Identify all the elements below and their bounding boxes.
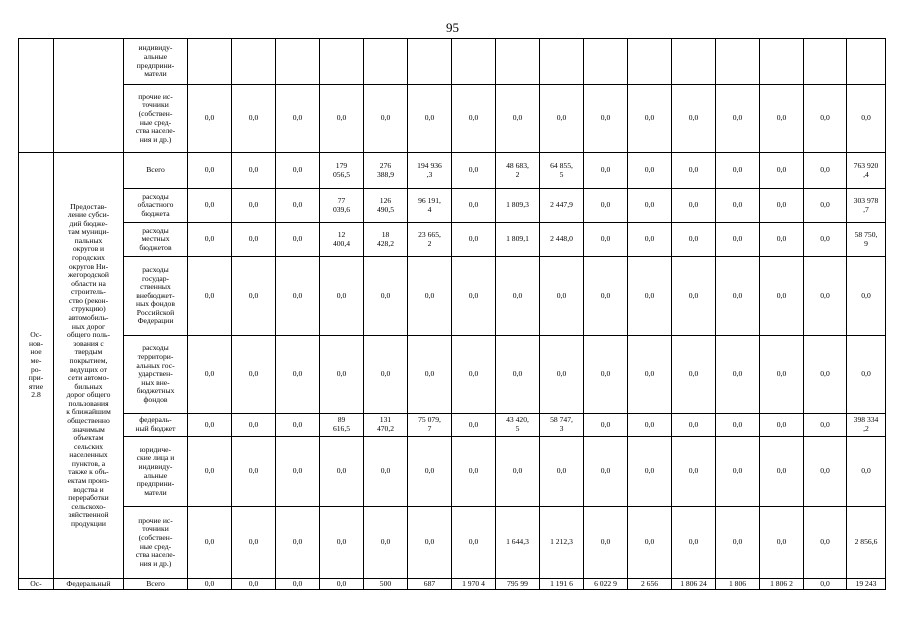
value-cell: 0,0	[276, 223, 320, 257]
value-cell: 0,0	[804, 579, 847, 590]
measure-name-cell: Федеральный	[54, 579, 124, 590]
value-cell: 0,0	[628, 223, 672, 257]
value-cell	[496, 39, 540, 85]
value-cell: 194 936 ,3	[408, 153, 452, 189]
value-cell	[320, 39, 364, 85]
value-cell: 0,0	[320, 507, 364, 579]
value-cell: 687	[408, 579, 452, 590]
value-cell: 0,0	[716, 189, 760, 223]
value-cell: 0,0	[716, 507, 760, 579]
value-cell: 0,0	[584, 223, 628, 257]
value-cell: 1 191 6	[540, 579, 584, 590]
value-cell	[847, 39, 886, 85]
table-row	[19, 336, 886, 414]
value-cell: 398 334 ,2	[847, 414, 886, 437]
value-cell: 0,0	[276, 414, 320, 437]
value-cell: 0,0	[364, 85, 408, 153]
value-cell: 89 616,5	[320, 414, 364, 437]
value-cell	[760, 39, 804, 85]
value-cell: 0,0	[452, 153, 496, 189]
value-cell: 0,0	[188, 189, 232, 223]
value-cell: 0,0	[496, 437, 540, 507]
value-cell: 0,0	[496, 336, 540, 414]
funding-source-label: расходы территори- альных гос- ударствен- ных вне- бюджетных фондов	[124, 336, 188, 414]
value-cell: 0,0	[276, 85, 320, 153]
value-cell: 0,0	[584, 336, 628, 414]
value-cell	[276, 39, 320, 85]
table-row	[19, 85, 886, 153]
value-cell: 96 191, 4	[408, 189, 452, 223]
page-number: 95	[446, 20, 459, 35]
value-cell: 0,0	[188, 414, 232, 437]
value-cell: 0,0	[232, 153, 276, 189]
funding-source-label: индивиду- альные предприни- матели	[124, 39, 188, 85]
value-cell: 0,0	[276, 257, 320, 336]
value-cell: 0,0	[628, 336, 672, 414]
value-cell	[540, 39, 584, 85]
measure-name-cell	[54, 39, 124, 153]
value-cell: 0,0	[584, 507, 628, 579]
value-cell: 0,0	[188, 437, 232, 507]
value-cell	[408, 39, 452, 85]
value-cell: 0,0	[672, 85, 716, 153]
table-row	[19, 39, 886, 85]
value-cell: 0,0	[628, 414, 672, 437]
value-cell: 0,0	[188, 579, 232, 590]
value-cell: 0,0	[760, 507, 804, 579]
value-cell: 6 022 9	[584, 579, 628, 590]
value-cell: 0,0	[804, 507, 847, 579]
table-row	[19, 257, 886, 336]
value-cell: 0,0	[672, 153, 716, 189]
value-cell: 0,0	[584, 85, 628, 153]
value-cell: 0,0	[672, 336, 716, 414]
value-cell: 2 448,0	[540, 223, 584, 257]
value-cell: 276 388,9	[364, 153, 408, 189]
funding-source-label: расходы государ- ственных внебюджет- ных фондов Российской Федерации	[124, 257, 188, 336]
value-cell: 0,0	[672, 189, 716, 223]
value-cell: 0,0	[760, 189, 804, 223]
value-cell: 2 856,6	[847, 507, 886, 579]
value-cell: 0,0	[760, 85, 804, 153]
value-cell	[232, 39, 276, 85]
value-cell: 2 656	[628, 579, 672, 590]
value-cell: 0,0	[320, 579, 364, 590]
measure-code-cell: Ос-	[19, 579, 54, 590]
value-cell: 0,0	[584, 414, 628, 437]
value-cell: 0,0	[364, 437, 408, 507]
value-cell: 48 683, 2	[496, 153, 540, 189]
value-cell: 0,0	[716, 153, 760, 189]
value-cell: 0,0	[408, 437, 452, 507]
value-cell: 0,0	[496, 85, 540, 153]
value-cell: 0,0	[364, 257, 408, 336]
value-cell: 0,0	[320, 437, 364, 507]
value-cell: 1 212,3	[540, 507, 584, 579]
funding-source-label: расходы местных бюджетов	[124, 223, 188, 257]
value-cell: 18 428,2	[364, 223, 408, 257]
value-cell: 0,0	[232, 507, 276, 579]
value-cell: 0,0	[408, 507, 452, 579]
value-cell: 0,0	[584, 153, 628, 189]
value-cell: 0,0	[452, 223, 496, 257]
value-cell: 0,0	[760, 336, 804, 414]
value-cell: 303 978 ,7	[847, 189, 886, 223]
value-cell: 0,0	[628, 189, 672, 223]
value-cell: 0,0	[716, 85, 760, 153]
value-cell: 0,0	[452, 414, 496, 437]
value-cell: 0,0	[716, 437, 760, 507]
value-cell: 763 920 ,4	[847, 153, 886, 189]
value-cell: 0,0	[452, 437, 496, 507]
value-cell: 0,0	[320, 257, 364, 336]
table-body	[19, 39, 886, 590]
value-cell: 64 855, 5	[540, 153, 584, 189]
value-cell: 0,0	[232, 414, 276, 437]
value-cell: 0,0	[188, 153, 232, 189]
value-cell: 0,0	[452, 85, 496, 153]
funding-source-label: юридиче- ские лица и индивиду- альные предприни- матели	[124, 437, 188, 507]
value-cell: 0,0	[804, 336, 847, 414]
value-cell	[672, 39, 716, 85]
value-cell	[452, 39, 496, 85]
value-cell: 0,0	[232, 85, 276, 153]
value-cell: 0,0	[628, 257, 672, 336]
value-cell: 0,0	[232, 189, 276, 223]
value-cell: 0,0	[716, 223, 760, 257]
value-cell: 0,0	[276, 579, 320, 590]
value-cell: 0,0	[847, 85, 886, 153]
value-cell: 0,0	[584, 437, 628, 507]
measure-name-cell: Предостав- ление субси- дий бюджe- там муници- пальных округов и городских округов Ни- жегородской области на строитель- ство (рекон- струкцию) автомобиль- ных дорог общего поль- зования с твердым покрытием, ведущих от сети автомо- бильных дорог общего пользования к ближайшим общественно значимым объектам сельских населенных пунктов, а также к объ- ектам произ- водства и переработки сельскохо- зяйственной продукции	[54, 153, 124, 579]
value-cell: 0,0	[760, 414, 804, 437]
value-cell: 0,0	[628, 153, 672, 189]
value-cell: 0,0	[188, 223, 232, 257]
table-row	[19, 414, 886, 437]
value-cell: 0,0	[188, 507, 232, 579]
funding-source-label: федераль- ный бюджет	[124, 414, 188, 437]
funding-source-label: прочие ис- точники (собствен- ные сред- ства населе- ния и др.)	[124, 85, 188, 153]
value-cell: 0,0	[408, 336, 452, 414]
table-row	[19, 153, 886, 189]
table-row	[19, 507, 886, 579]
measure-code-cell: Ос- нов- ное ме- ро- при- ятие 2.8	[19, 153, 54, 579]
value-cell: 58 750, 9	[847, 223, 886, 257]
funding-source-label: прочие ис- точники (собствен- ные сред- ства населе- ния и др.)	[124, 507, 188, 579]
value-cell: 795 99	[496, 579, 540, 590]
funding-source-label: Всего	[124, 153, 188, 189]
value-cell	[584, 39, 628, 85]
value-cell: 126 490,5	[364, 189, 408, 223]
value-cell: 0,0	[584, 257, 628, 336]
value-cell: 0,0	[628, 85, 672, 153]
value-cell: 0,0	[540, 336, 584, 414]
value-cell: 0,0	[276, 189, 320, 223]
value-cell: 0,0	[452, 257, 496, 336]
value-cell: 1 644,3	[496, 507, 540, 579]
value-cell: 0,0	[452, 507, 496, 579]
value-cell: 0,0	[672, 437, 716, 507]
value-cell: 0,0	[716, 414, 760, 437]
value-cell: 131 470,2	[364, 414, 408, 437]
value-cell	[188, 39, 232, 85]
value-cell: 0,0	[232, 437, 276, 507]
value-cell: 0,0	[232, 579, 276, 590]
value-cell: 0,0	[847, 437, 886, 507]
budget-table	[18, 38, 886, 590]
value-cell: 0,0	[540, 257, 584, 336]
value-cell: 0,0	[804, 85, 847, 153]
value-cell: 0,0	[804, 257, 847, 336]
value-cell: 0,0	[276, 507, 320, 579]
table-row	[19, 437, 886, 507]
value-cell: 0,0	[408, 257, 452, 336]
value-cell: 0,0	[628, 507, 672, 579]
value-cell: 0,0	[672, 257, 716, 336]
value-cell: 0,0	[408, 85, 452, 153]
value-cell: 0,0	[672, 507, 716, 579]
value-cell: 0,0	[188, 85, 232, 153]
value-cell: 0,0	[804, 189, 847, 223]
value-cell: 0,0	[276, 153, 320, 189]
value-cell: 0,0	[540, 437, 584, 507]
value-cell: 0,0	[320, 336, 364, 414]
value-cell: 0,0	[716, 257, 760, 336]
value-cell: 77 039,6	[320, 189, 364, 223]
funding-source-label: расходы областного бюджета	[124, 189, 188, 223]
value-cell: 0,0	[672, 414, 716, 437]
value-cell	[628, 39, 672, 85]
value-cell: 0,0	[628, 437, 672, 507]
value-cell: 0,0	[232, 336, 276, 414]
value-cell	[804, 39, 847, 85]
value-cell: 0,0	[760, 153, 804, 189]
value-cell: 43 420, 5	[496, 414, 540, 437]
value-cell: 500	[364, 579, 408, 590]
value-cell: 0,0	[847, 336, 886, 414]
value-cell: 0,0	[584, 189, 628, 223]
value-cell: 0,0	[188, 336, 232, 414]
value-cell: 0,0	[320, 85, 364, 153]
value-cell: 0,0	[496, 257, 540, 336]
value-cell	[716, 39, 760, 85]
table-row	[19, 189, 886, 223]
value-cell: 0,0	[232, 223, 276, 257]
value-cell: 0,0	[188, 257, 232, 336]
value-cell: 1 806 2	[760, 579, 804, 590]
value-cell: 0,0	[364, 336, 408, 414]
value-cell	[364, 39, 408, 85]
value-cell: 0,0	[760, 223, 804, 257]
table-row	[19, 223, 886, 257]
value-cell: 0,0	[452, 336, 496, 414]
value-cell: 1 806 24	[672, 579, 716, 590]
value-cell: 23 665, 2	[408, 223, 452, 257]
value-cell: 0,0	[847, 257, 886, 336]
value-cell: 0,0	[364, 507, 408, 579]
value-cell: 0,0	[760, 257, 804, 336]
value-cell: 0,0	[804, 414, 847, 437]
value-cell: 0,0	[540, 85, 584, 153]
value-cell: 0,0	[716, 336, 760, 414]
value-cell: 1 809,1	[496, 223, 540, 257]
table-row	[19, 579, 886, 590]
value-cell: 0,0	[232, 257, 276, 336]
value-cell: 19 243	[847, 579, 886, 590]
funding-source-label: Всего	[124, 579, 188, 590]
value-cell: 0,0	[804, 153, 847, 189]
measure-code-cell	[19, 39, 54, 153]
value-cell: 0,0	[672, 223, 716, 257]
value-cell: 1 809,3	[496, 189, 540, 223]
value-cell: 2 447,9	[540, 189, 584, 223]
value-cell: 0,0	[804, 437, 847, 507]
value-cell: 1 806	[716, 579, 760, 590]
value-cell: 0,0	[276, 437, 320, 507]
value-cell: 12 400,4	[320, 223, 364, 257]
value-cell: 0,0	[804, 223, 847, 257]
value-cell: 0,0	[276, 336, 320, 414]
value-cell: 1 970 4	[452, 579, 496, 590]
value-cell: 179 056,5	[320, 153, 364, 189]
value-cell: 75 079, 7	[408, 414, 452, 437]
value-cell: 58 747, 3	[540, 414, 584, 437]
value-cell: 0,0	[452, 189, 496, 223]
value-cell: 0,0	[760, 437, 804, 507]
